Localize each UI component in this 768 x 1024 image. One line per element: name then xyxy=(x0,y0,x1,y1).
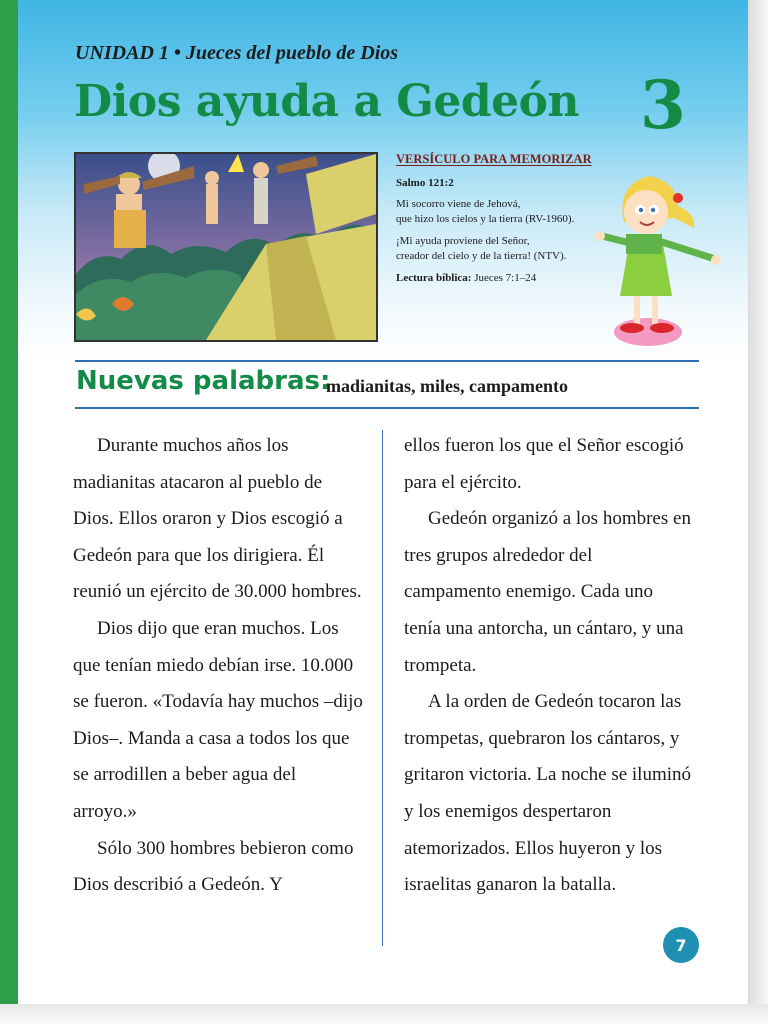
memory-verse-box xyxy=(396,152,616,284)
story-paragraph: ellos fueron los que el Señor escogió para el ejército. xyxy=(404,435,684,493)
memory-verse-reference: Salmo 121:2 xyxy=(396,177,454,189)
bible-reading-label: Lectura bíblica: xyxy=(396,272,472,284)
story-paragraph: Dios dijo que eran muchos. Los que tenían miedo debían irse. 10.000 se fueron. «Todavía hay muchos –dijo Dios–. Manda a casa a todos los que se arrodillen a beber agua del arroyo.» xyxy=(73,617,363,822)
column-divider xyxy=(382,430,383,946)
story-paragraph: Sólo 300 hombres bebieron como Dios describió a Gedeón. Y xyxy=(73,837,354,896)
unit-heading: UNIDAD 1 • Jueces del pueblo de Dios xyxy=(75,42,399,64)
bible-reading-ref: Jueces 7:1–24 xyxy=(474,272,537,284)
girl-mascot xyxy=(596,166,726,356)
story-column-left xyxy=(73,428,363,904)
page-shadow-right xyxy=(748,0,768,1024)
story-paragraph: Durante muchos años los madianitas atacaron al pueblo de Dios. Ellos oraron y Dios escogió a Gedeón para que los dirigiera. Él reunió un ejército de 30.000 hombres. xyxy=(73,435,362,603)
page-shadow-bottom xyxy=(0,1004,768,1024)
page-number-badge: 7 xyxy=(663,927,699,963)
gideon-illustration xyxy=(74,152,378,342)
lesson-title: Dios ayuda a Gedeón xyxy=(74,76,579,127)
bible-reading xyxy=(396,272,616,284)
new-words-label: Nuevas palabras: xyxy=(76,366,331,396)
green-page-edge xyxy=(0,0,18,1024)
cartoon-girl-mascot xyxy=(596,166,726,356)
memory-verse-heading: VERSÍCULO PARA MEMORIZAR xyxy=(396,152,592,166)
lesson-number: 3 xyxy=(640,66,686,144)
new-words-bottom-rule xyxy=(75,407,699,409)
memory-verse-ntv: ¡Mi ayuda proviene del Señor, creador del cielo y de la tierra! (NTV). xyxy=(396,235,567,262)
memory-verse-rv: Mi socorro viene de Jehová, que hizo los cielos y la tierra (RV-1960). xyxy=(396,198,575,225)
new-words-top-rule xyxy=(75,360,699,362)
gideon-soldiers-trumpets-torches-illustration xyxy=(76,154,376,340)
story-paragraph: Gedeón organizó a los hombres en tres grupos alrededor del campamento enemigo. Cada uno tenía una antorcha, un cántaro, y una trompeta. xyxy=(404,508,691,676)
story-column-right xyxy=(404,428,694,904)
new-words-list: madianitas, miles, campamento xyxy=(326,376,568,396)
story-paragraph: A la orden de Gedeón tocaron las trompetas, quebraron los cántaros, y gritaron victoria. La noche se iluminó y los enemigos despertaron atemorizados. Ellos huyeron y los israelitas ganaron la batalla. xyxy=(404,691,692,896)
